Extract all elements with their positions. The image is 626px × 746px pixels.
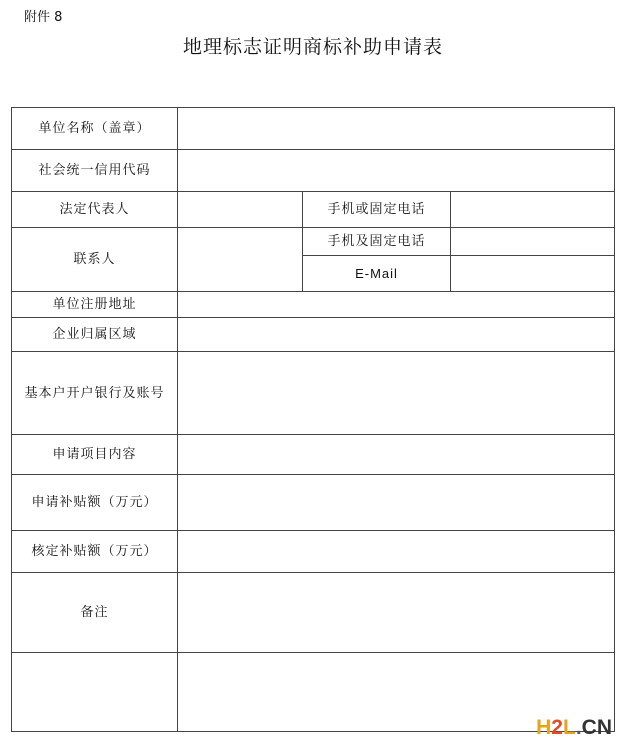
contact-phone-field[interactable] [451, 228, 615, 256]
legal-rep-phone-label: 手机或固定电话 [303, 192, 451, 228]
credit-code-label: 社会统一信用代码 [12, 150, 178, 192]
project-content-label: 申请项目内容 [12, 435, 178, 475]
watermark-letter-l: L [562, 716, 576, 739]
email-field[interactable] [451, 256, 615, 292]
email-label: E-Mail [303, 256, 451, 292]
subsidy-approved-label: 核定补贴额（万元） [12, 531, 178, 573]
unit-name-field[interactable] [178, 108, 615, 150]
blank-label-cell [12, 653, 178, 732]
bank-account-field[interactable] [178, 352, 615, 435]
reg-address-field[interactable] [178, 292, 615, 318]
remarks-field[interactable] [178, 573, 615, 653]
watermark-dot: . [575, 716, 582, 739]
subsidy-requested-field[interactable] [178, 475, 615, 531]
contact-field[interactable] [178, 228, 303, 292]
reg-address-label: 单位注册地址 [12, 292, 178, 318]
contact-phone-label: 手机及固定电话 [303, 228, 451, 256]
attachment-label: 附件 8 [24, 10, 63, 25]
credit-code-field[interactable] [178, 150, 615, 192]
contact-label: 联系人 [12, 228, 178, 292]
application-form-table [11, 107, 615, 732]
watermark-letter-h: H [536, 716, 552, 739]
legal-rep-field[interactable] [178, 192, 303, 228]
watermark-digit-2: 2 [551, 716, 563, 739]
region-label: 企业归属区域 [12, 318, 178, 352]
subsidy-requested-label: 申请补贴额（万元） [12, 475, 178, 531]
page-title: 地理标志证明商标补助申请表 [182, 36, 443, 58]
unit-name-label: 单位名称（盖章） [12, 108, 178, 150]
watermark-cn: CN [581, 716, 612, 739]
subsidy-approved-field[interactable] [178, 531, 615, 573]
bank-account-label: 基本户开户银行及账号 [12, 352, 178, 435]
legal-rep-phone-field[interactable] [451, 192, 615, 228]
region-field[interactable] [178, 318, 615, 352]
site-watermark-logo [536, 716, 612, 740]
legal-rep-label: 法定代表人 [12, 192, 178, 228]
remarks-label: 备注 [12, 573, 178, 653]
project-content-field[interactable] [178, 435, 615, 475]
